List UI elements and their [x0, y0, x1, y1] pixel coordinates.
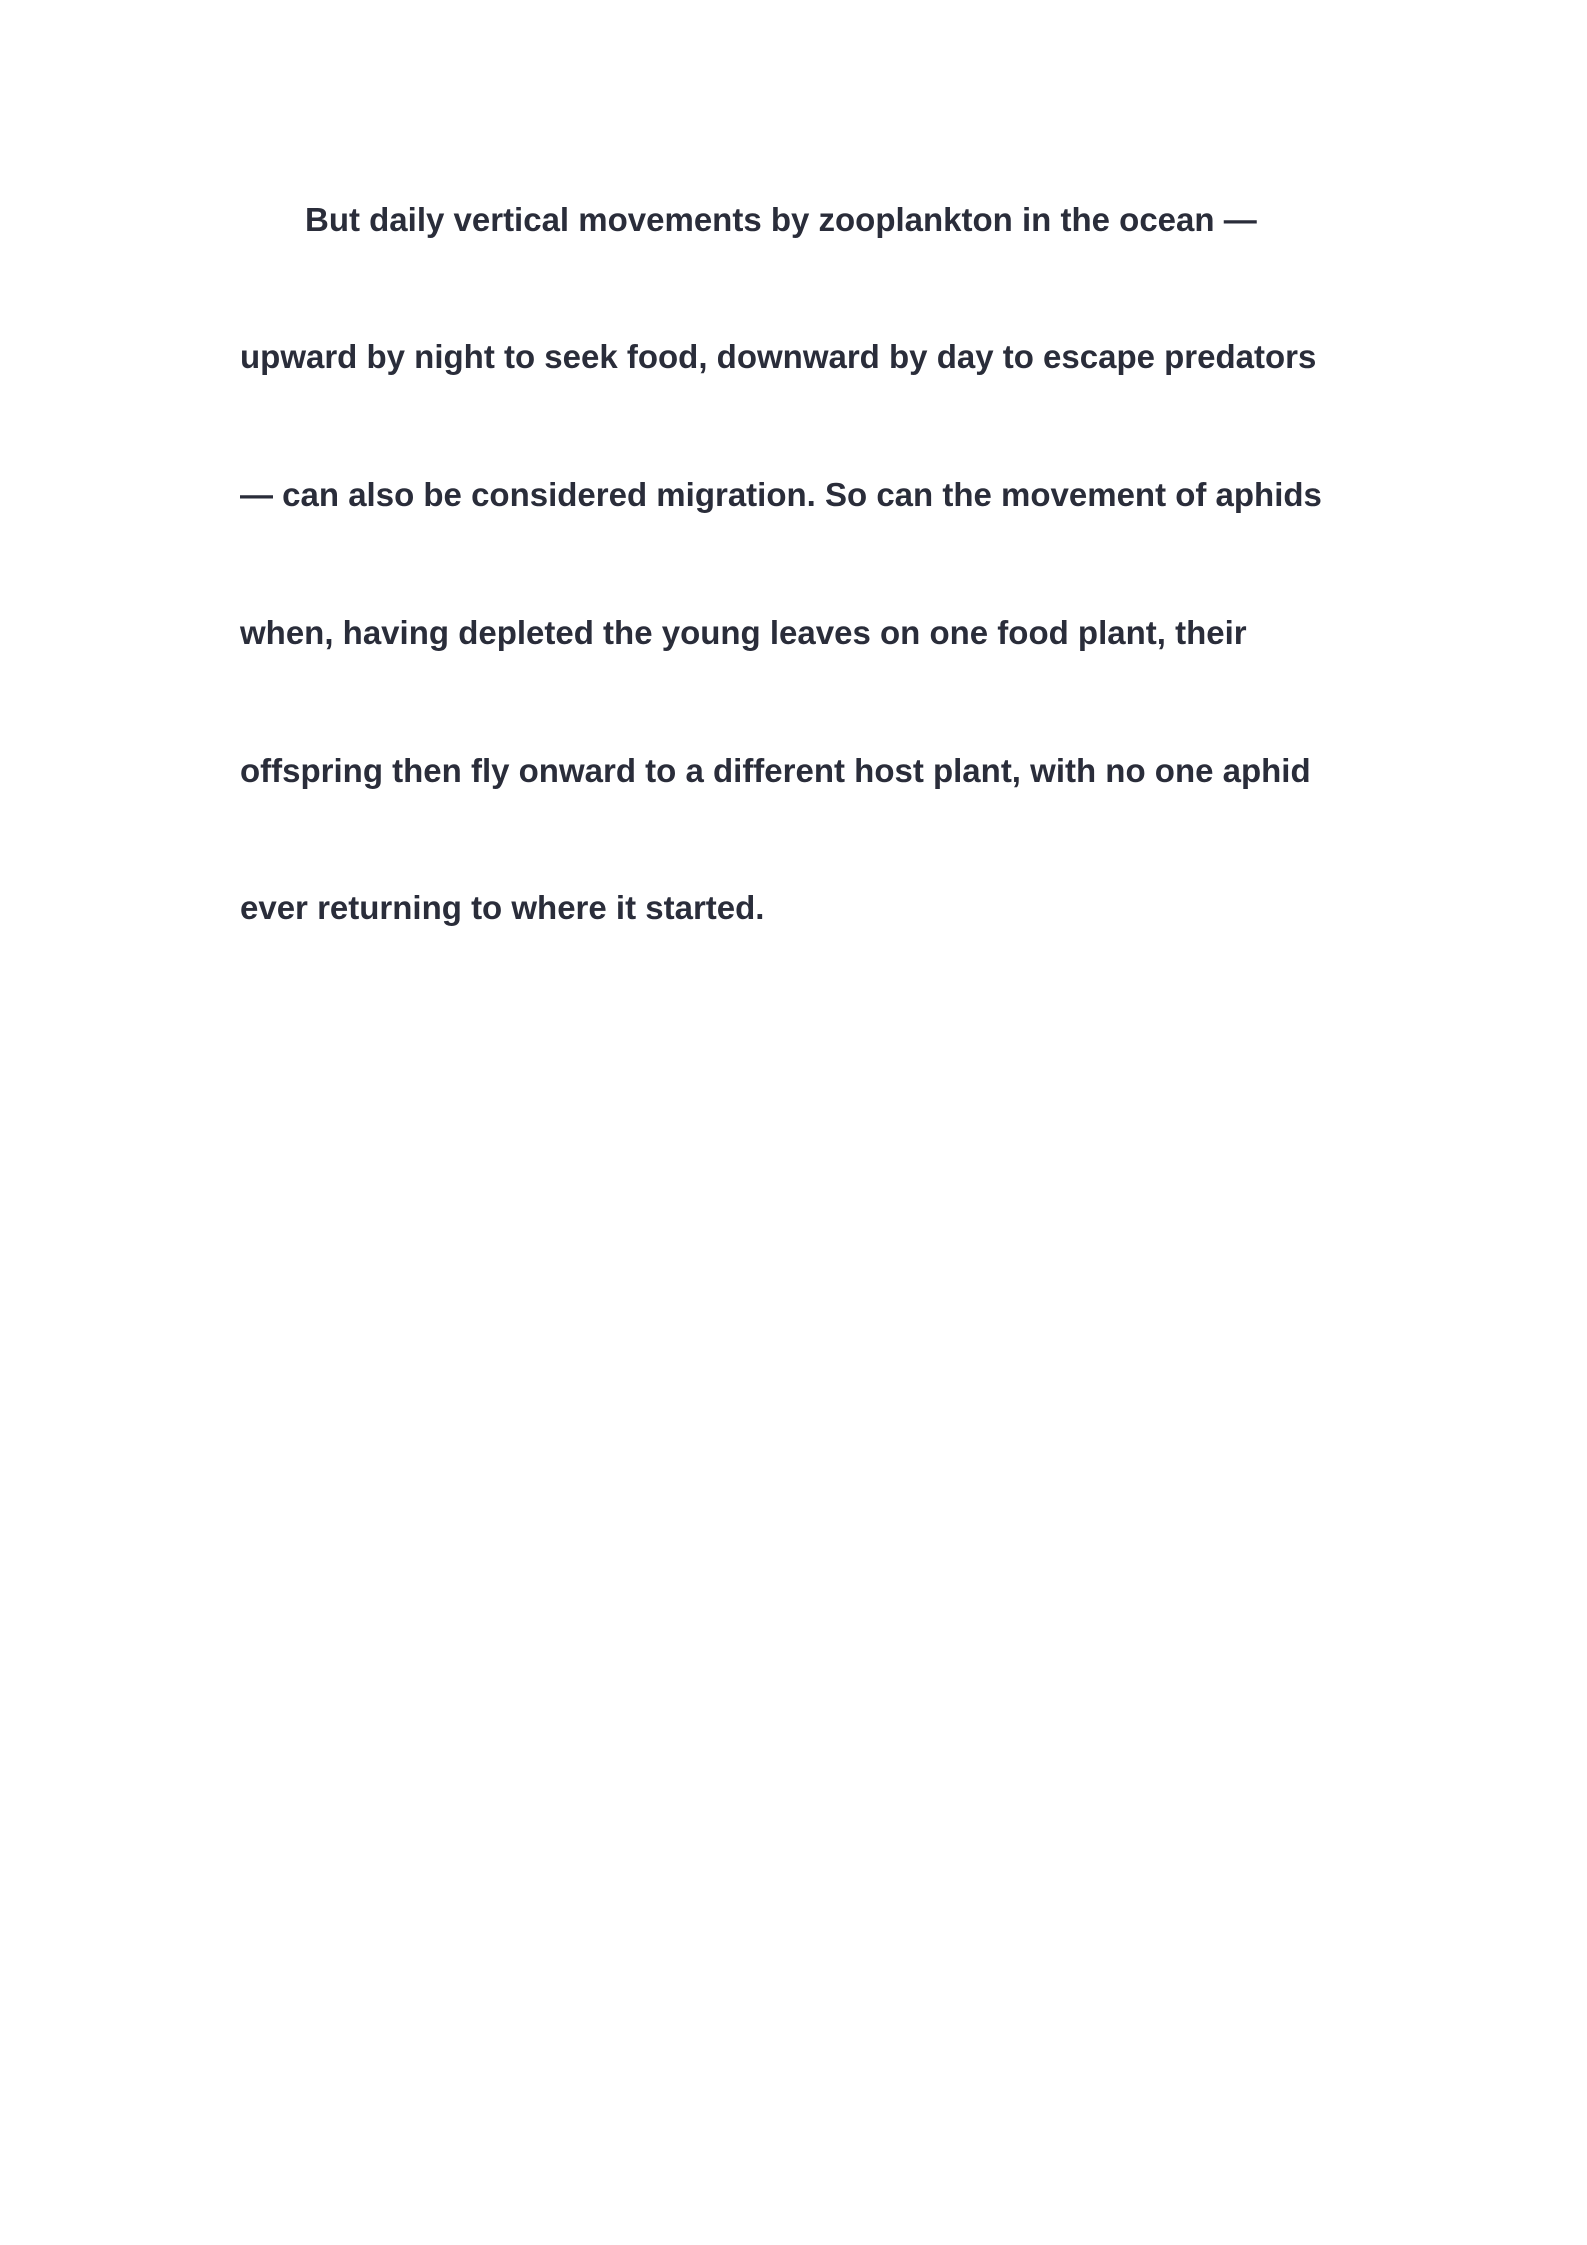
paragraph-line-3: — can also be considered migration. So can the movement of aphids [240, 476, 1322, 513]
paragraph-line-5: offspring then fly onward to a different host plant, with no one aphid [240, 752, 1311, 789]
paragraph-line-2: upward by night to seek food, downward by day to escape predators [240, 338, 1317, 375]
paragraph-line-6: ever returning to where it started. [240, 889, 765, 926]
paragraph-line-4: when, having depleted the young leaves on one food plant, their [240, 614, 1247, 651]
paragraph-line-1: But daily vertical movements by zooplankton in the ocean — [305, 201, 1257, 238]
